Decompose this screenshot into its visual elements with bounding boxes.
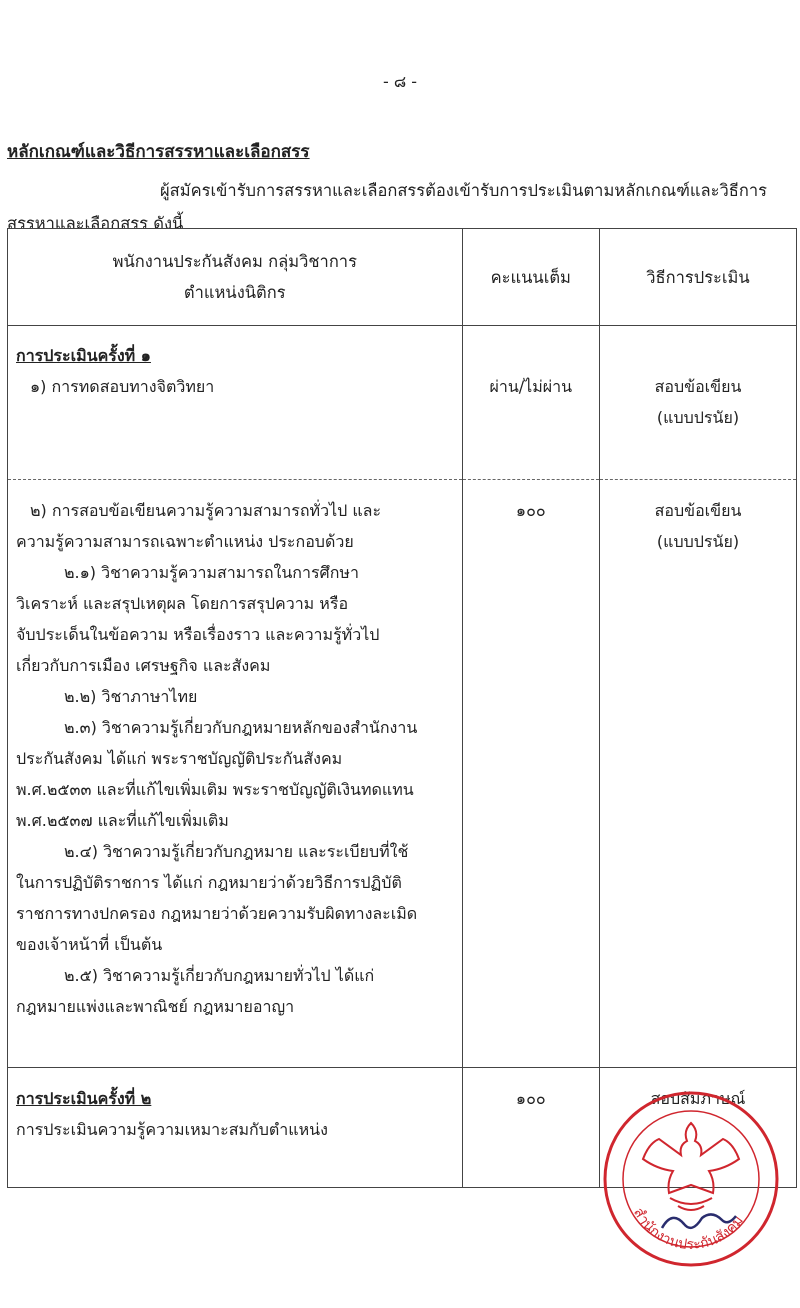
round-1-written-method-type: (แบบปรนัย): [656, 532, 740, 551]
round-2-score: ๑๐๐: [515, 1089, 546, 1108]
written-exam-line: จับประเด็นในข้อความ หรือเรื่องราว และความรู้ทั่วไป: [16, 625, 380, 644]
table-row: [8, 480, 797, 1068]
table-row: [8, 326, 797, 480]
intro-line-1: ผู้สมัครเข้ารับการสรรหาและเลือกสรรต้องเข้ารับการประเมินตามหลักเกณฑ์และวิธีการ: [160, 181, 767, 200]
seal-text: สำนักงานประกันสังคม: [630, 1205, 747, 1253]
round-1-written-score: ๑๐๐: [515, 501, 546, 520]
written-exam-line: กฎหมายแพ่งและพาณิชย์ กฎหมายอาญา: [16, 997, 295, 1016]
written-exam-line: พ.ศ.๒๕๓๓ และที่แก้ไขเพิ่มเติม พระราชบัญญัติเงินทดแทน: [16, 780, 414, 799]
official-seal-stamp: [600, 1088, 782, 1270]
written-exam-line: ในการปฏิบัติราชการ ได้แก่ กฎหมายว่าด้วยวิธีการปฏิบัติ: [16, 873, 402, 892]
written-exam-line: ของเจ้าหน้าที่ เป็นต้น: [16, 935, 163, 954]
round-1-method-type: (แบบปรนัย): [656, 408, 740, 427]
page-number: - ๘ -: [382, 72, 418, 91]
written-exam-line: เกี่ยวกับการเมือง เศรษฐกิจ และสังคม: [16, 656, 271, 675]
written-exam-line: ๒.๒) วิชาภาษาไทย: [64, 687, 198, 706]
section-heading: หลักเกณฑ์และวิธีการสรรหาและเลือกสรร: [7, 142, 310, 162]
header-position: [8, 229, 463, 326]
table-header: [8, 229, 797, 326]
written-exam-line: ราชการทางปกครอง กฎหมายว่าด้วยความรับผิดทางละเมิด: [16, 904, 418, 923]
header-position-line: พนักงานประกันสังคม กลุ่มวิชาการ: [112, 252, 357, 271]
written-exam-line: ๒.๓) วิชาความรู้เกี่ยวกับกฎหมายหลักของสำนักงาน: [64, 718, 418, 737]
garuda-emblem-icon: [643, 1123, 739, 1210]
written-exam-line: วิเคราะห์ และสรุปเหตุผล โดยการสรุปความ หรือ: [16, 594, 349, 613]
round-1-written-exam-details: [8, 480, 463, 1068]
round-2-method: สอบสัมภาษณ์: [650, 1089, 746, 1108]
header-method: วิธีการประเมิน: [600, 229, 797, 326]
round-1-title: การประเมินครั้งที่ ๑: [16, 346, 151, 365]
written-exam-line: ๒.๑) วิชาความรู้ความสามารถในการศึกษา: [64, 563, 359, 582]
written-exam-line: ๒) การสอบข้อเขียนความรู้ความสามารถทั่วไป และ: [30, 501, 382, 520]
header-position-line: ตำแหน่งนิติกร: [183, 283, 286, 302]
written-exam-line: ความรู้ความสามารถเฉพาะตำแหน่ง ประกอบด้วย: [16, 532, 354, 551]
round-2-title: การประเมินครั้งที่ ๒: [16, 1089, 152, 1108]
round-2-item: การประเมินความรู้ความเหมาะสมกับตำแหน่ง: [16, 1120, 328, 1139]
written-exam-line: ๒.๕) วิชาความรู้เกี่ยวกับกฎหมายทั่วไป ได้แก่: [64, 966, 375, 985]
header-score: คะแนนเต็ม: [462, 229, 599, 326]
written-exam-line: พ.ศ.๒๕๓๗ และที่แก้ไขเพิ่มเติม: [16, 811, 229, 830]
assessment-table: [7, 228, 797, 1188]
written-exam-line: ๒.๔) วิชาความรู้เกี่ยวกับกฎหมาย และระเบียบที่ใช้: [64, 842, 409, 861]
round-1-score: ผ่าน/ไม่ผ่าน: [489, 377, 573, 396]
intro-line-2: สรรหาและเลือกสรร ดังนี้: [7, 214, 184, 233]
round-1-method: สอบข้อเขียน: [654, 377, 742, 396]
written-exam-line: ประกันสังคม ได้แก่ พระราชบัญญัติประกันสังคม: [16, 749, 343, 768]
round-1-item: ๑) การทดสอบทางจิตวิทยา: [30, 377, 215, 396]
round-1-written-method: สอบข้อเขียน: [654, 501, 742, 520]
